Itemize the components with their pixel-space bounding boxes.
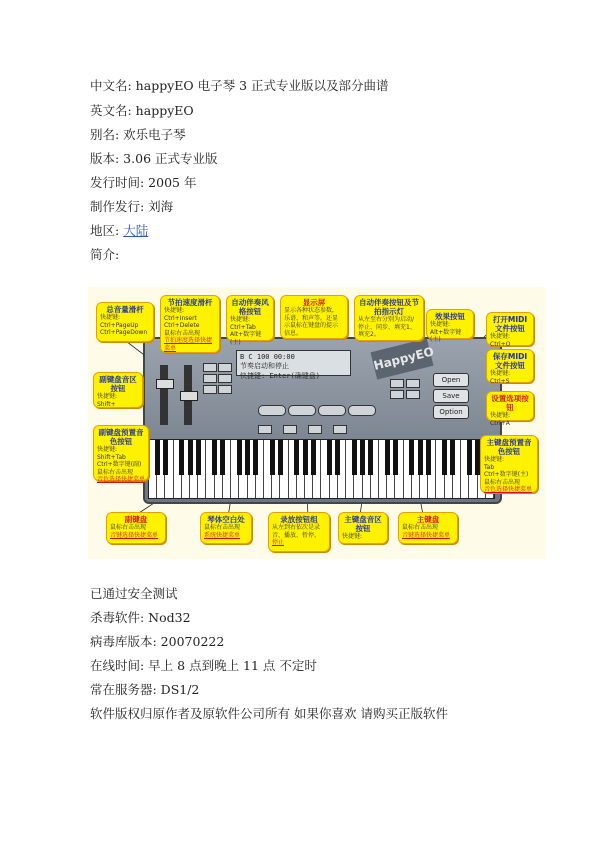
callout-sub-keyboard-voice: 副键盘预置音色按钮 快捷键: Shift+Tab Ctrl+数字键(副) 鼠标右击出现 音色选择快捷菜单 [93,425,149,481]
style-button-3[interactable] [203,374,217,383]
black-key[interactable] [418,440,423,475]
black-key[interactable] [163,440,168,475]
effect-button-1[interactable] [390,379,404,388]
black-key[interactable] [188,440,193,475]
black-key[interactable] [303,440,308,475]
record-button[interactable] [258,425,272,434]
callout-option-settings: 设置选项按钮 快捷键: Ctrl+A [486,391,534,421]
callout-display: 显示屏 显示各种状态参数, 乐谱、和声等。还显 示鼠标在键盘的提示 信息。 [280,295,348,339]
lcd-display [236,350,351,380]
open-button[interactable]: Open [433,373,469,387]
accomp-fill2-button[interactable] [348,405,376,416]
info-intro: 简介: [90,247,120,262]
tempo-knob[interactable] [180,391,198,401]
style-button-6[interactable] [218,385,232,394]
lcd-line-1: B C 100 00:00 [240,353,295,361]
black-key[interactable] [442,440,447,475]
region-label: 地区: [90,223,124,238]
keyboard-annotated-screenshot [88,287,546,559]
black-key[interactable] [450,440,455,475]
info-chinese-name: 中文名: happyEO 电子琴 3 正式专业版以及部分曲谱 [90,78,389,93]
effect-button-3[interactable] [390,390,404,399]
black-key[interactable] [385,440,390,475]
style-button-1[interactable] [203,363,217,372]
callout-effect-buttons: 效果按钮 快捷键: Alt+数字键(主) [426,309,474,339]
black-key[interactable] [409,440,414,475]
black-key[interactable] [327,440,332,475]
stop-button[interactable] [333,425,347,434]
happyeo-logo: HappyEO [370,338,433,379]
black-key[interactable] [212,440,217,475]
callout-record-play-group: 录放按钮组 从左到右依次是录 音、播放、暂停、 停止 [268,512,330,552]
style-button-2[interactable] [218,363,232,372]
info-server: 常在服务器: DS1/2 [90,682,200,697]
option-button[interactable]: Option [433,405,469,419]
info-copyright: 软件版权归原作者及原软件公司所有 如果你喜欢 请购买正版软件 [90,706,448,721]
info-version: 版本: 3.06 正式专业版 [90,151,218,166]
info-english-name: 英文名: happyEO [90,103,194,118]
black-key[interactable] [237,440,242,475]
black-key[interactable] [220,440,225,475]
callout-main-keyboard: 主键盘 鼠标右击出现 音键选择快捷菜单 [398,512,458,544]
black-key[interactable] [196,440,201,475]
effect-button-4[interactable] [406,390,420,399]
piano-keys[interactable] [148,439,495,499]
black-key[interactable] [467,440,472,475]
master-volume-slider[interactable] [160,365,168,425]
info-publisher: 制作发行: 刘海 [90,199,174,214]
callout-sub-keyboard-range: 副键盘音区按钮 快捷键: Shift+ [93,372,143,408]
black-key[interactable] [270,440,275,475]
callout-tempo-slider: 节拍速度滑杆 快捷键: Ctrl+Insert Ctrl+Delete 鼠标右击出现 节拍速度选择快捷 菜单 [160,295,220,353]
black-key[interactable] [426,440,431,475]
callout-style-buttons: 自动伴奏风格按钮 快捷键: Ctrl+Tab Alt+数字键(主) [226,295,274,341]
accomp-start-button[interactable] [258,405,286,416]
black-key[interactable] [360,440,365,475]
accomp-sync-button[interactable] [288,405,316,416]
info-region [90,223,148,239]
info-security-test: 已通过安全测试 [90,586,178,601]
black-key[interactable] [294,440,299,475]
black-key[interactable] [253,440,258,475]
black-key[interactable] [335,440,340,475]
callout-sub-keyboard: 副键盘 鼠标右击出现 音键选择快捷菜单 [106,512,166,544]
black-key[interactable] [155,440,160,475]
info-alias: 别名: 欢乐电子琴 [90,127,186,142]
style-button-5[interactable] [203,385,217,394]
style-button-4[interactable] [218,374,232,383]
black-key[interactable] [368,440,373,475]
accomp-fill1-button[interactable] [318,405,346,416]
black-key[interactable] [278,440,283,475]
black-key[interactable] [352,440,357,475]
callout-main-keyboard-range: 主键盘音区按钮 快捷键: [338,512,388,544]
callout-accompaniment-buttons: 自动伴奏按钮及节拍指示灯 从左至右分别为启动/ 停止、同步、填充1、 填充2。 [354,295,424,341]
black-key[interactable] [245,440,250,475]
callout-open-midi: 打开MIDI文件按钮 快捷键: Ctrl+O [486,312,534,346]
info-online-time: 在线时间: 早上 8 点到晚上 11 点 不定时 [90,658,317,673]
master-volume-knob[interactable] [156,379,174,389]
effect-button-2[interactable] [406,379,420,388]
callout-save-midi: 保存MIDI文件按钮 快捷键: Ctrl+S [486,349,534,383]
info-release-date: 发行时间: 2005 年 [90,175,197,190]
callout-main-keyboard-voice: 主键盘预置音色按钮 快捷键: Tab Ctrl+数字键(主) 鼠标右击出现 音色选择快捷菜单 [480,435,538,493]
black-key[interactable] [179,440,184,475]
region-link[interactable]: 大陆 [123,223,149,238]
callout-master-volume: 总音量滑杆 快捷键: Ctrl+PageUp Ctrl+PageDown [96,302,154,342]
callout-body-blank: 琴体空白处 鼠标右击出现 系统快捷菜单 [200,512,252,544]
save-button[interactable]: Save [433,389,469,403]
info-virus-db: 病毒库版本: 20070222 [90,634,225,649]
play-button[interactable] [283,425,297,434]
info-antivirus: 杀毒软件: Nod32 [90,610,191,625]
lcd-line-2: 节奏启动和停止 [240,362,289,370]
pause-button[interactable] [308,425,322,434]
black-key[interactable] [311,440,316,475]
lcd-line-3: 快捷键: Enter(确键盘) [240,372,320,380]
black-key[interactable] [393,440,398,475]
